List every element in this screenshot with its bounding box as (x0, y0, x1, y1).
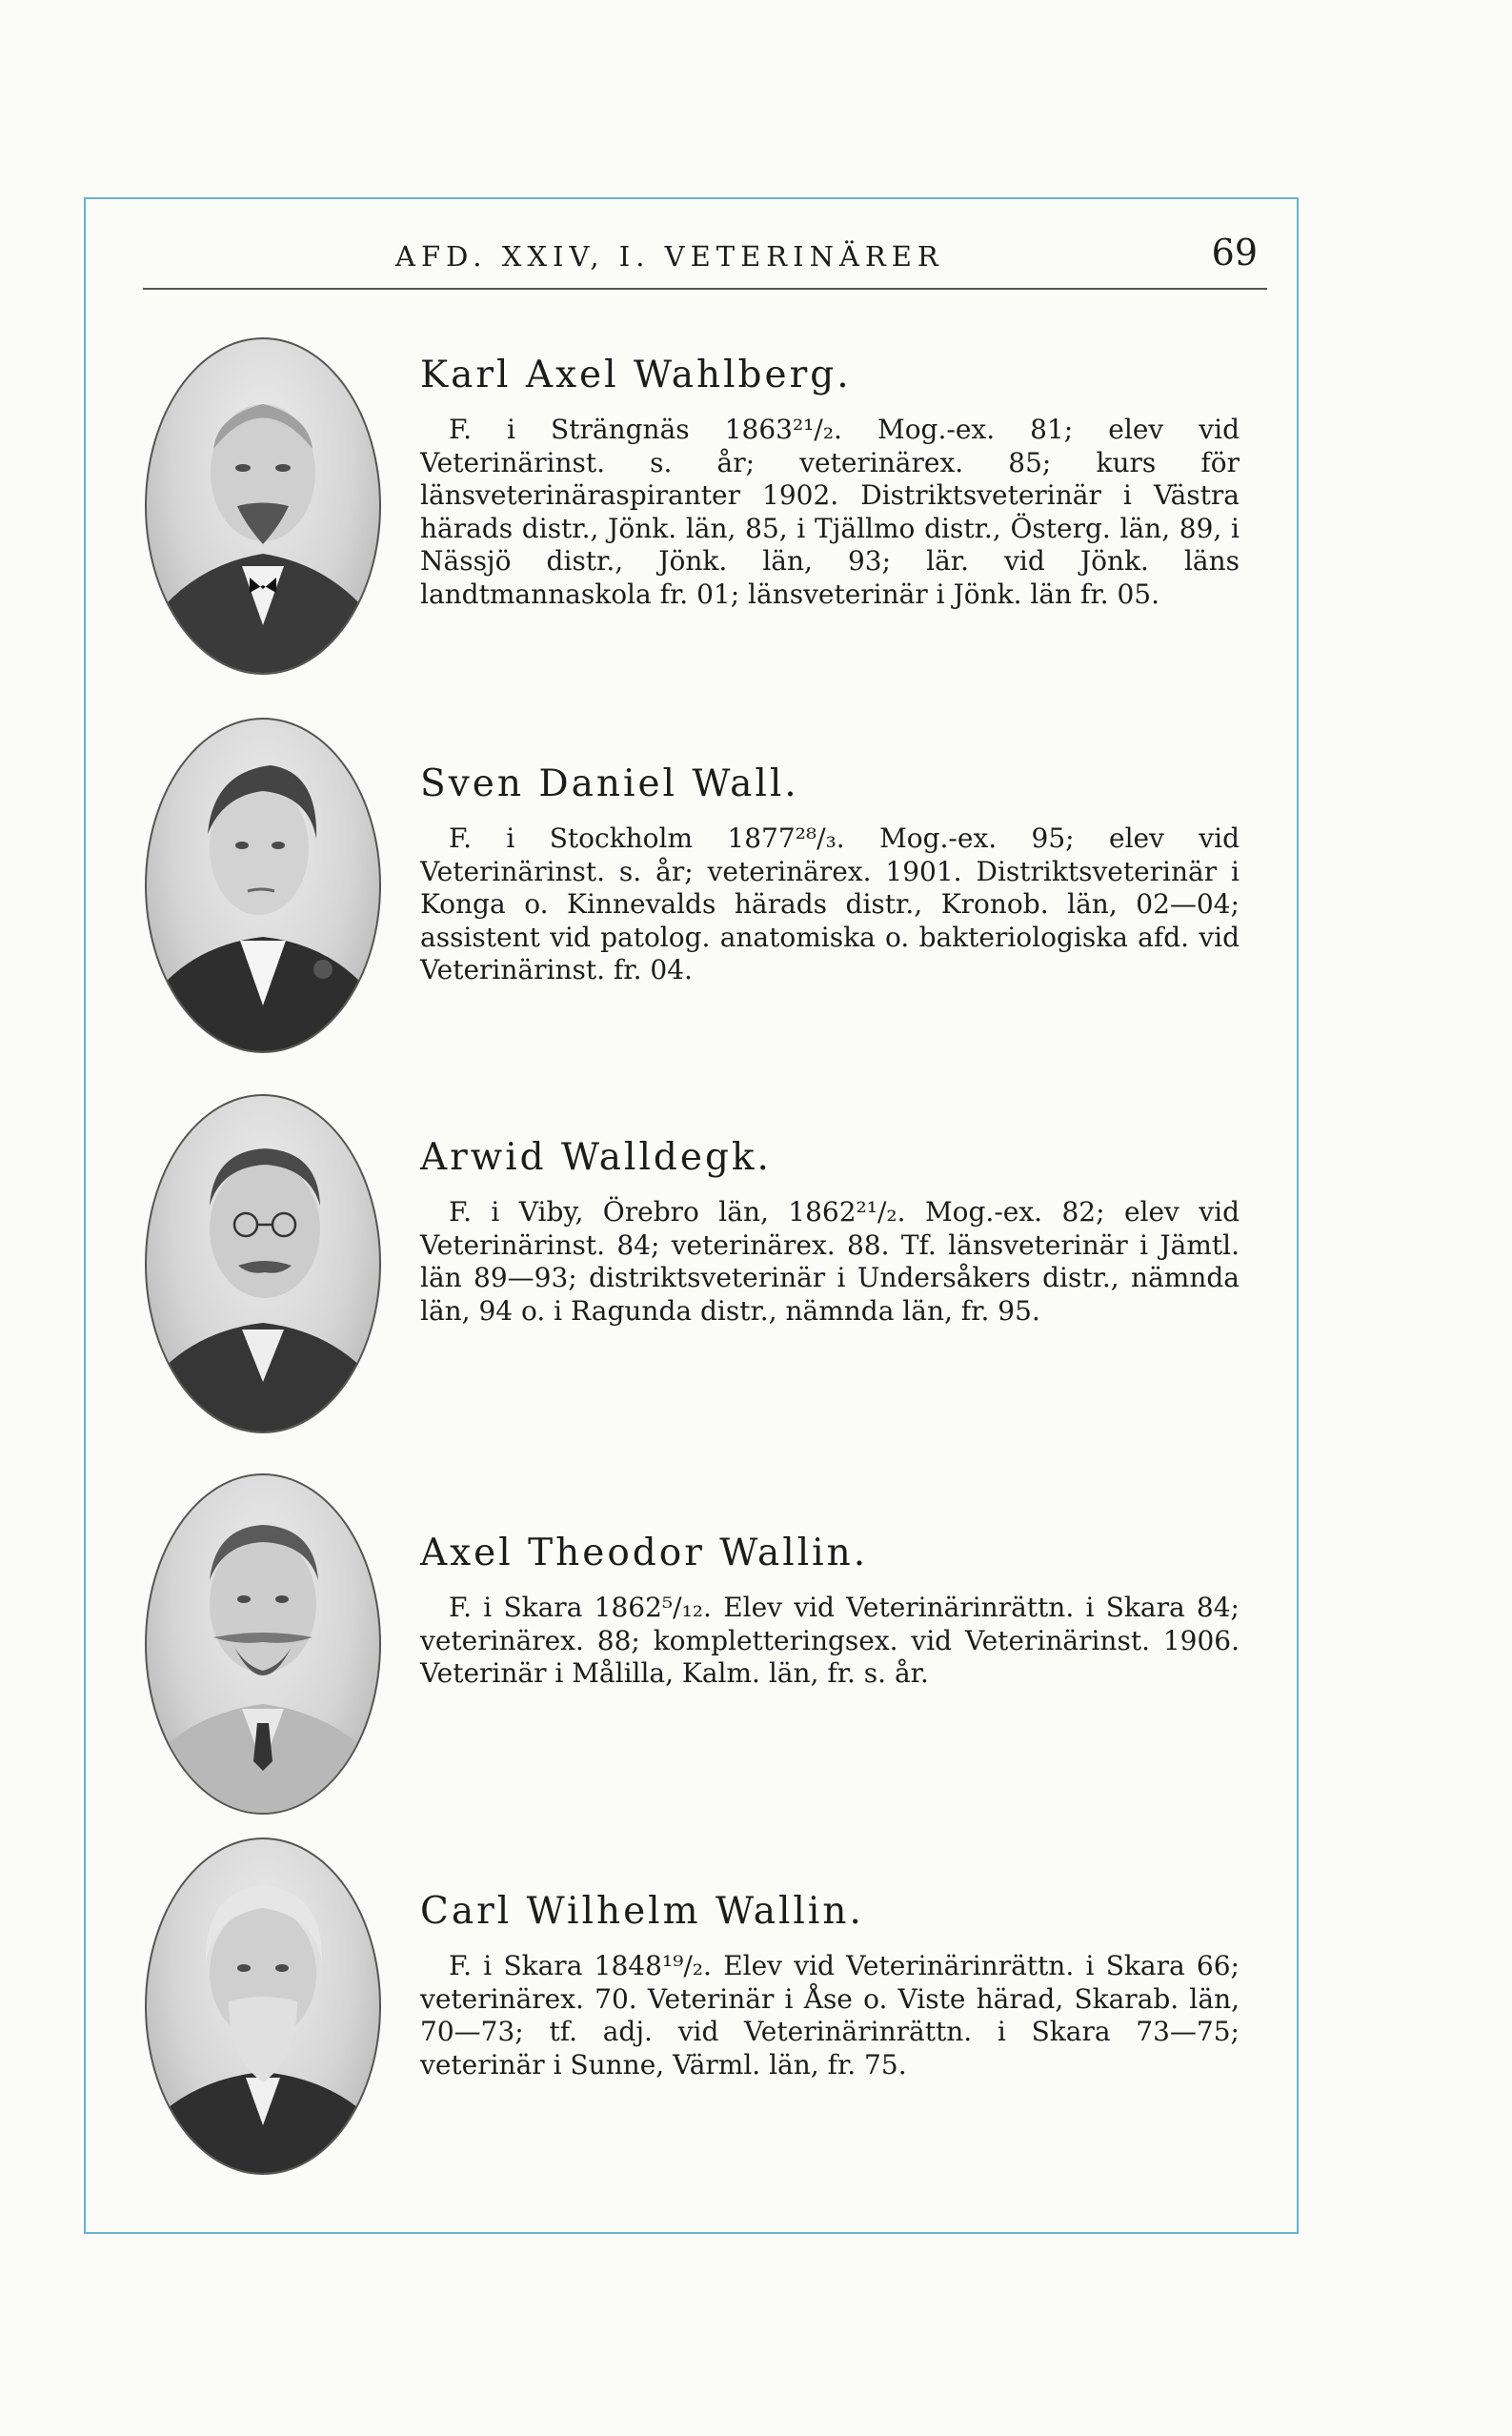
portrait-photo (145, 1094, 381, 1433)
portrait-photo (145, 1837, 381, 2175)
entry-text (420, 1137, 1240, 1328)
page-number: 69 (1211, 232, 1258, 274)
entry-text (420, 763, 1240, 987)
person-name: Arwid Walldegk. (420, 1136, 772, 1179)
person-bio: F. i Skara 1848¹⁹/₂. Elev vid Veterinärinrättn. i Skara 66; veterinärex. 70. Veterinär i Åse o. Viste härad, Skarab. län, 70—73; tf. adj. vid Veterinärinrättn. i Skara 73—75; veterinär i Sunne, Värml. län, fr. 75. (420, 1950, 1240, 2081)
portrait-photo (145, 1473, 381, 1815)
entry-text (420, 1533, 1240, 1691)
person-name: Sven Daniel Wall. (420, 762, 799, 805)
entry-text (420, 1891, 1240, 2081)
person-name: Carl Wilhelm Wallin. (420, 1890, 864, 1933)
portrait-photo (145, 337, 381, 675)
running-header (143, 229, 1267, 290)
person-name: Karl Axel Wahlberg. (420, 354, 852, 396)
person-bio: F. i Strängnäs 1863²¹/₂. Mog.-ex. 81; elev vid Veterinärinst. s. år; veterinärex. 85; kurs för länsveterinäraspiranter 1902. Distriktsveterinär i Västra härads distr., Jönk. län, 85, i Tjällmo distr., Österg. län, 89, i Nässjö distr., Jönk. län, 93; lär. vid Jönk. läns landtmannaskola fr. 01; länsveterinär i Jönk. län fr. 05. (420, 414, 1240, 610)
person-bio: F. i Stockholm 1877²⁸/₃. Mog.-ex. 95; elev vid Veterinärinst. s. år; veterinärex. 1901. Distriktsveterinär i Konga o. Kinnevalds härads distr., Kronob. län, 02—04; assistent vid patolog. anatomiska o. bakteriologiska afd. vid Veterinärinst. fr. 04. (420, 822, 1240, 985)
entry-text (420, 355, 1240, 611)
section-title: AFD. XXIV, I. VETERINÄRER (395, 240, 944, 273)
person-bio: F. i Viby, Örebro län, 1862²¹/₂. Mog.-ex. 82; elev vid Veterinärinst. 84; veterinärex. 88. Tf. länsveterinär i Jämtl. län 89—93; distriktsveterinär i Undersåkers distr., nämnda län, 94 o. i Ragunda distr., nämnda län, fr. 95. (420, 1196, 1240, 1327)
portrait-photo (145, 718, 381, 1053)
person-bio: F. i Skara 1862⁵/₁₂. Elev vid Veterinärinrättn. i Skara 84; veterinärex. 88; kompletteringsex. vid Veterinärinst. 1906. Veterinär i Målilla, Kalm. län, fr. s. år. (420, 1592, 1240, 1689)
person-name: Axel Theodor Wallin. (420, 1532, 869, 1574)
